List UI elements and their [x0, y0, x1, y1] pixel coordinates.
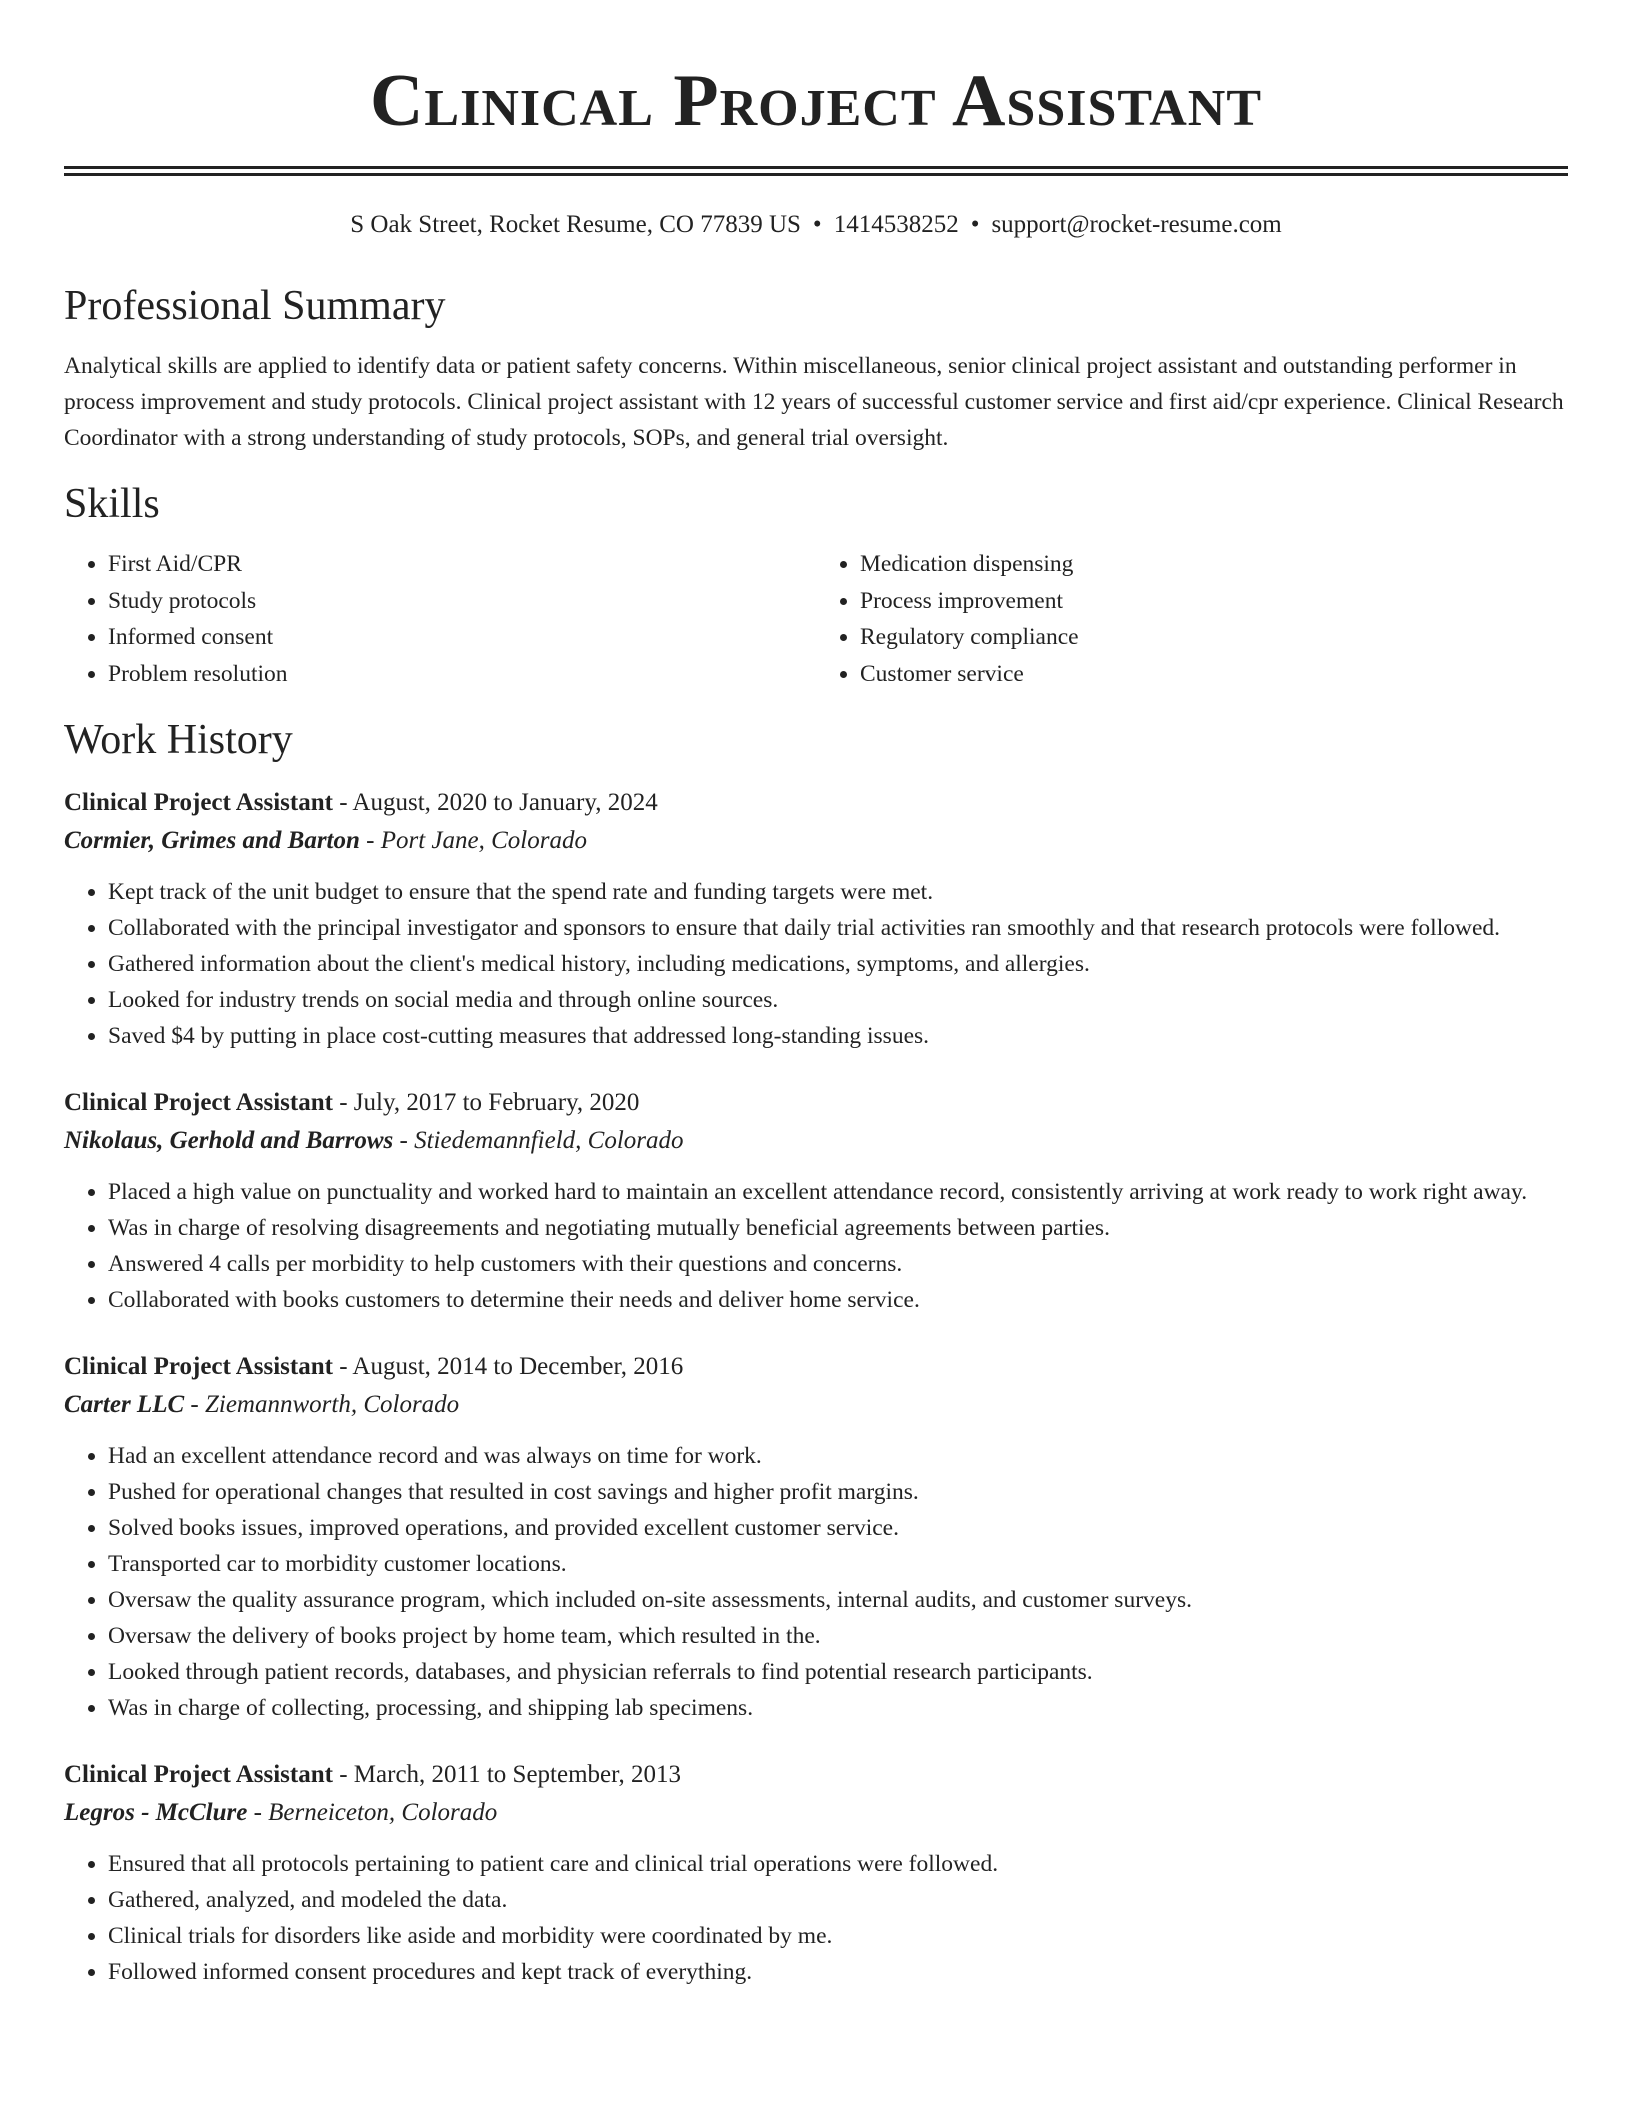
company-location: - Ziemannworth, Colorado — [190, 1391, 460, 1418]
duty-item: • Gathered information about the client's medical history, including medications, symptoms, and allergies. — [108, 946, 1568, 982]
duty-item: • Transported car to morbidity customer locations. — [108, 1546, 1568, 1582]
company-line — [64, 1794, 1568, 1832]
job-title: Clinical Project Assistant — [64, 789, 333, 816]
skill-item: • Regulatory compliance — [860, 619, 1568, 656]
bullet-separator: • — [812, 211, 822, 238]
job-title-line — [64, 1348, 1568, 1386]
company-name: Cormier, Grimes and Barton — [64, 827, 360, 854]
skill-item: • Problem resolution — [108, 656, 816, 693]
duty-item: • Clinical trials for disorders like aside and morbidity were coordinated by me. — [108, 1918, 1568, 1954]
company-location: - Berneiceton, Colorado — [253, 1799, 498, 1826]
duty-item: • Was in charge of collecting, processing, and shipping lab specimens. — [108, 1690, 1568, 1726]
skill-item: • Study protocols — [108, 583, 816, 620]
job-dates: - August, 2014 to December, 2016 — [339, 1353, 684, 1380]
skills-column-left — [64, 546, 816, 692]
skills-column-right — [816, 546, 1568, 692]
skills-grid — [64, 546, 1568, 692]
resume-name: Clinical Project Assistant — [369, 60, 1263, 142]
duty-item: • Followed informed consent procedures and kept track of everything. — [108, 1954, 1568, 1990]
job-entry — [64, 1084, 1568, 1318]
contact-address: S Oak Street, Rocket Resume, CO 77839 US — [350, 211, 801, 238]
duty-item: • Looked through patient records, databases, and physician referrals to find potential research participants. — [108, 1654, 1568, 1690]
contact-phone: 1414538252 — [833, 211, 959, 238]
contact-email: support@rocket-resume.com — [991, 211, 1282, 238]
duty-item: • Ensured that all protocols pertaining to patient care and clinical trial operations were followed. — [108, 1846, 1568, 1882]
summary-text: Analytical skills are applied to identify data or patient safety concerns. Within miscellaneous, senior clinical project assistant and outstanding performer in process improvement and study protocols. Clinical project assistant with 12 years of successful customer service and first aid/cpr experience. Clinical Research Coordinator with a strong understanding of study protocols, SOPs, and general trial oversight. — [64, 353, 1564, 451]
duty-list — [64, 874, 1568, 1054]
company-line — [64, 822, 1568, 860]
bullet-separator: • — [970, 211, 980, 238]
duty-item: • Saved $4 by putting in place cost-cutting measures that addressed long-standing issues. — [108, 1018, 1568, 1054]
job-entry — [64, 784, 1568, 1054]
job-dates: - March, 2011 to September, 2013 — [339, 1761, 681, 1788]
summary-heading: Professional Summary — [64, 283, 446, 329]
duty-list — [64, 1846, 1568, 1990]
job-title-line — [64, 784, 1568, 822]
job-title: Clinical Project Assistant — [64, 1089, 333, 1116]
company-name: Legros - McClure — [64, 1799, 248, 1826]
skill-item: • Customer service — [860, 656, 1568, 693]
skill-item: • Informed consent — [108, 619, 816, 656]
company-name: Nikolaus, Gerhold and Barrows — [64, 1127, 394, 1154]
duty-item: • Was in charge of resolving disagreements and negotiating mutually beneficial agreements between parties. — [108, 1210, 1568, 1246]
duty-item: • Kept track of the unit budget to ensure that the spend rate and funding targets were met. — [108, 874, 1568, 910]
skill-item: • Process improvement — [860, 583, 1568, 620]
work-history-heading: Work History — [64, 717, 293, 763]
contact-line — [64, 208, 1568, 242]
skill-item: • Medication dispensing — [860, 546, 1568, 583]
duty-item: • Oversaw the delivery of books project by home team, which resulted in the. — [108, 1618, 1568, 1654]
job-entry — [64, 1756, 1568, 1990]
duty-item: • Collaborated with books customers to determine their needs and deliver home service. — [108, 1282, 1568, 1318]
duty-list — [64, 1174, 1568, 1318]
duty-item: • Collaborated with the principal investigator and sponsors to ensure that daily trial activities ran smoothly and that research protocols were followed. — [108, 910, 1568, 946]
duty-item: • Looked for industry trends on social media and through online sources. — [108, 982, 1568, 1018]
duty-item: • Gathered, analyzed, and modeled the data. — [108, 1882, 1568, 1918]
skills-heading: Skills — [64, 481, 160, 527]
company-name: Carter LLC — [64, 1391, 185, 1418]
header-double-rule — [64, 166, 1568, 176]
duty-list — [64, 1438, 1568, 1726]
duty-item: • Had an excellent attendance record and was always on time for work. — [108, 1438, 1568, 1474]
duty-item: • Solved books issues, improved operations, and provided excellent customer service. — [108, 1510, 1568, 1546]
job-entry — [64, 1348, 1568, 1726]
job-title-line — [64, 1756, 1568, 1794]
duty-item: • Placed a high value on punctuality and worked hard to maintain an excellent attendance record, consistently arriving at work ready to work right away. — [108, 1174, 1568, 1210]
job-title: Clinical Project Assistant — [64, 1353, 333, 1380]
job-dates: - July, 2017 to February, 2020 — [339, 1089, 640, 1116]
job-dates: - August, 2020 to January, 2024 — [339, 789, 658, 816]
duty-item: • Pushed for operational changes that resulted in cost savings and higher profit margins. — [108, 1474, 1568, 1510]
skill-item: • First Aid/CPR — [108, 546, 816, 583]
company-location: - Port Jane, Colorado — [366, 827, 587, 854]
duty-item: • Oversaw the quality assurance program, which included on-site assessments, internal audits, and customer surveys. — [108, 1582, 1568, 1618]
job-title: Clinical Project Assistant — [64, 1761, 333, 1788]
job-title-line — [64, 1084, 1568, 1122]
company-line — [64, 1386, 1568, 1424]
duty-item: • Answered 4 calls per morbidity to help customers with their questions and concerns. — [108, 1246, 1568, 1282]
company-location: - Stiedemannfield, Colorado — [399, 1127, 684, 1154]
company-line — [64, 1122, 1568, 1160]
